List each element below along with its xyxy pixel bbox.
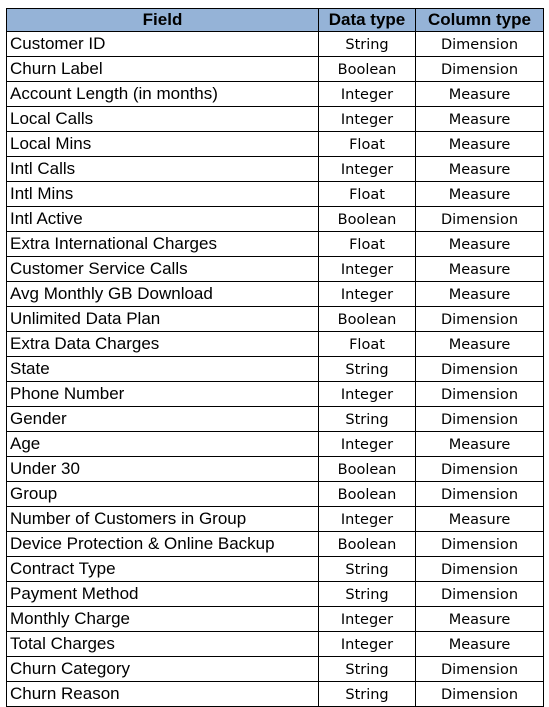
cell-data-type: Float	[319, 132, 416, 157]
cell-column-type: Dimension	[416, 407, 544, 432]
table-row	[7, 232, 544, 257]
cell-data-type: Integer	[319, 257, 416, 282]
table-row	[7, 332, 544, 357]
cell-field: Avg Monthly GB Download	[7, 282, 319, 307]
table-row	[7, 382, 544, 407]
cell-field: Churn Label	[7, 57, 319, 82]
cell-column-type: Measure	[416, 632, 544, 657]
table-row	[7, 282, 544, 307]
cell-column-type: Dimension	[416, 57, 544, 82]
cell-column-type: Measure	[416, 257, 544, 282]
header-field: Field	[7, 9, 319, 32]
cell-data-type: String	[319, 682, 416, 707]
cell-data-type: Boolean	[319, 482, 416, 507]
field-schema-table	[6, 8, 544, 707]
table-row	[7, 657, 544, 682]
cell-field: Customer Service Calls	[7, 257, 319, 282]
cell-column-type: Measure	[416, 282, 544, 307]
table-row	[7, 132, 544, 157]
cell-column-type: Dimension	[416, 532, 544, 557]
cell-column-type: Measure	[416, 107, 544, 132]
cell-column-type: Dimension	[416, 682, 544, 707]
cell-column-type: Dimension	[416, 657, 544, 682]
table-body	[7, 32, 544, 707]
cell-data-type: Integer	[319, 282, 416, 307]
table-row	[7, 682, 544, 707]
table-row	[7, 207, 544, 232]
cell-field: Total Charges	[7, 632, 319, 657]
cell-field: Churn Category	[7, 657, 319, 682]
cell-data-type: Float	[319, 182, 416, 207]
cell-data-type: Integer	[319, 382, 416, 407]
cell-column-type: Measure	[416, 607, 544, 632]
cell-field: Contract Type	[7, 557, 319, 582]
cell-field: Device Protection & Online Backup	[7, 532, 319, 557]
cell-column-type: Dimension	[416, 207, 544, 232]
cell-field: Churn Reason	[7, 682, 319, 707]
cell-field: Local Mins	[7, 132, 319, 157]
cell-column-type: Measure	[416, 507, 544, 532]
cell-field: Intl Active	[7, 207, 319, 232]
table-row	[7, 607, 544, 632]
cell-column-type: Measure	[416, 182, 544, 207]
cell-column-type: Dimension	[416, 457, 544, 482]
cell-data-type: Integer	[319, 607, 416, 632]
header-data-type: Data type	[319, 9, 416, 32]
table-row	[7, 457, 544, 482]
cell-column-type: Dimension	[416, 557, 544, 582]
table-row	[7, 632, 544, 657]
cell-field: Phone Number	[7, 382, 319, 407]
cell-data-type: Integer	[319, 632, 416, 657]
cell-field: Number of Customers in Group	[7, 507, 319, 532]
table-row	[7, 582, 544, 607]
table-row	[7, 357, 544, 382]
cell-data-type: Boolean	[319, 307, 416, 332]
cell-column-type: Measure	[416, 132, 544, 157]
cell-field: Account Length (in months)	[7, 82, 319, 107]
cell-column-type: Dimension	[416, 382, 544, 407]
cell-field: Payment Method	[7, 582, 319, 607]
cell-data-type: Float	[319, 232, 416, 257]
cell-data-type: String	[319, 557, 416, 582]
cell-data-type: Float	[319, 332, 416, 357]
cell-column-type: Measure	[416, 232, 544, 257]
cell-column-type: Dimension	[416, 582, 544, 607]
cell-field: Intl Mins	[7, 182, 319, 207]
cell-field: Monthly Charge	[7, 607, 319, 632]
cell-field: Unlimited Data Plan	[7, 307, 319, 332]
table-row	[7, 557, 544, 582]
header-row	[7, 9, 544, 32]
cell-column-type: Measure	[416, 432, 544, 457]
cell-data-type: Integer	[319, 432, 416, 457]
cell-column-type: Dimension	[416, 357, 544, 382]
cell-field: Intl Calls	[7, 157, 319, 182]
cell-data-type: String	[319, 357, 416, 382]
table-row	[7, 507, 544, 532]
table-row	[7, 32, 544, 57]
cell-column-type: Dimension	[416, 307, 544, 332]
cell-data-type: String	[319, 32, 416, 57]
table-row	[7, 182, 544, 207]
table-row	[7, 107, 544, 132]
cell-data-type: Boolean	[319, 532, 416, 557]
table-header	[7, 9, 544, 32]
cell-field: Local Calls	[7, 107, 319, 132]
cell-column-type: Measure	[416, 157, 544, 182]
field-schema-table-container	[6, 8, 544, 707]
cell-field: Extra Data Charges	[7, 332, 319, 357]
cell-data-type: Integer	[319, 82, 416, 107]
cell-field: Extra International Charges	[7, 232, 319, 257]
cell-data-type: Boolean	[319, 457, 416, 482]
table-row	[7, 57, 544, 82]
table-row	[7, 432, 544, 457]
table-row	[7, 482, 544, 507]
table-row	[7, 407, 544, 432]
cell-column-type: Dimension	[416, 482, 544, 507]
cell-data-type: Boolean	[319, 57, 416, 82]
table-row	[7, 257, 544, 282]
cell-data-type: Integer	[319, 157, 416, 182]
cell-field: Age	[7, 432, 319, 457]
table-row	[7, 532, 544, 557]
cell-data-type: String	[319, 407, 416, 432]
table-row	[7, 157, 544, 182]
table-row	[7, 82, 544, 107]
cell-column-type: Dimension	[416, 32, 544, 57]
cell-column-type: Measure	[416, 332, 544, 357]
cell-data-type: Integer	[319, 107, 416, 132]
cell-field: Customer ID	[7, 32, 319, 57]
cell-field: Group	[7, 482, 319, 507]
cell-data-type: Boolean	[319, 207, 416, 232]
cell-data-type: Integer	[319, 507, 416, 532]
cell-field: Under 30	[7, 457, 319, 482]
cell-column-type: Measure	[416, 82, 544, 107]
cell-field: Gender	[7, 407, 319, 432]
table-row	[7, 307, 544, 332]
cell-data-type: String	[319, 582, 416, 607]
cell-field: State	[7, 357, 319, 382]
cell-data-type: String	[319, 657, 416, 682]
header-column-type: Column type	[416, 9, 544, 32]
